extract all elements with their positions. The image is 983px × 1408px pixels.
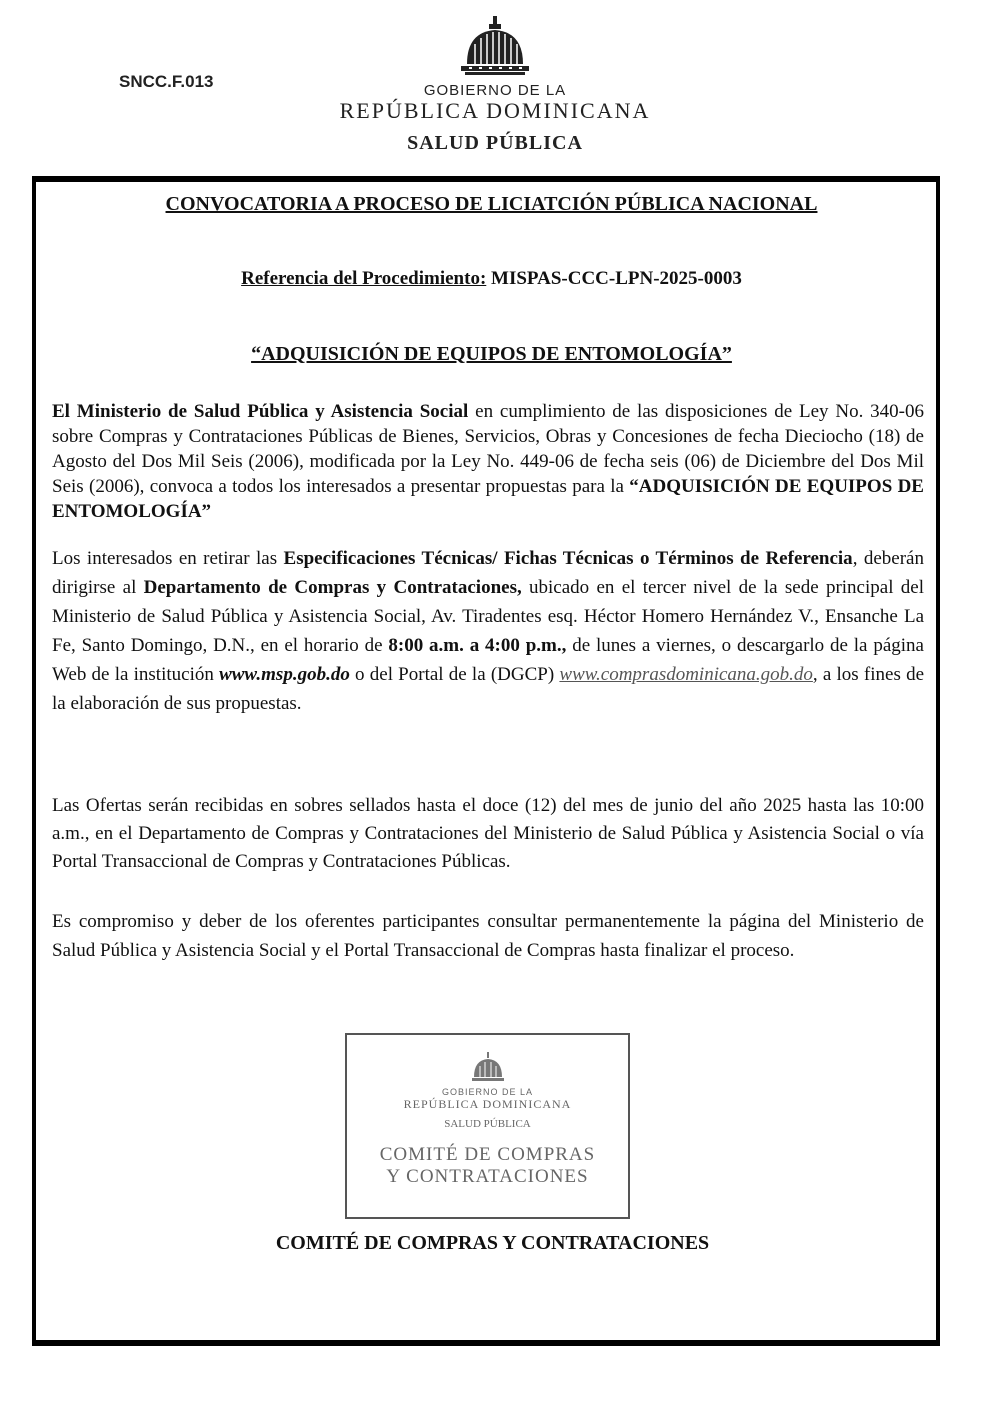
stamp-line-4: COMITÉ DE COMPRAS (379, 1144, 596, 1165)
intro-subject: “ADQUISICIÓN DE EQUIPOS DE ENTOMOLOGÍA” (52, 476, 924, 522)
form-code: SNCC.F.013 (119, 72, 214, 91)
paragraph-instructions (52, 544, 924, 718)
instructions-text-4: de lunes a viernes, o descargarlo de la página Web de la institución (52, 635, 924, 685)
committee-stamp (240, 1020, 745, 1260)
stamp-box (345, 1033, 630, 1219)
gov-line-2: REPÚBLICA DOMINICANA (339, 98, 651, 123)
ministry-name: El Ministerio de Salud Pública y Asistencia Social (52, 401, 469, 422)
gov-line-1: GOBIERNO DE LA (423, 82, 567, 99)
instructions-text-6: , a los fines de la elaboración de sus propuestas. (52, 664, 924, 714)
paragraph-obligation: Es compromiso y deber de los oferentes participantes consultar permanentemente la página del Ministerio de Salud Pública y Asistencia Social y el Portal Transaccional de Compras hasta finalizar el proceso. (52, 911, 924, 961)
instructions-text-5: o del Portal de la (DGCP) (349, 664, 560, 685)
instructions-text-2: , deberán dirigirse al (52, 548, 924, 598)
page-title: CONVOCATORIA A PROCESO DE LICIATCIÓN PÚBLICA NACIONAL (165, 193, 818, 215)
stamp-line-5: Y CONTRATACIONES (386, 1166, 589, 1187)
stamp-line-2: REPÚBLICA DOMINICANA (403, 1097, 572, 1111)
capitol-dome-icon (455, 14, 535, 82)
gov-line-3: SALUD PÚBLICA (407, 132, 583, 154)
stamp-dome-icon (468, 1051, 508, 1087)
stamp-line-3: SALUD PÚBLICA (444, 1118, 531, 1130)
instructions-hours: 8:00 a.m. a 4:00 p.m., (388, 635, 567, 656)
committee-caption: COMITÉ DE COMPRAS Y CONTRATACIONES (275, 1232, 710, 1254)
reference-label: Referencia del Procedimiento: (241, 268, 487, 289)
procedure-reference (0, 268, 983, 290)
paragraph-offers-deadline: Las Ofertas serán recibidas en sobres sellados hasta el doce (12) del mes de junio del año 2025 hasta las 10:00 a.m., en el Departamento de Compras y Contrataciones del Ministerio de Salud Pública y Asistencia Social o vía Portal Transaccional de Compras y Contrataciones Públicas. (52, 795, 924, 872)
instructions-text-3: ubicado en el tercer nivel de la sede principal del Ministerio de Salud Pública y Asistencia Social, Av. Tiradentes esq. Héctor Homero Hernández V., Ensanche La Fe, Santo Domingo, D.N., en el horario de (52, 577, 924, 656)
instructions-text-1: Los interesados en retirar las (52, 548, 284, 569)
dgcp-portal-link[interactable]: www.comprasdominicana.gob.do (559, 664, 813, 685)
ministry-website-link[interactable]: www.msp.gob.do (219, 664, 350, 685)
paragraph-intro (52, 399, 924, 524)
instructions-bold-2: Departamento de Compras y Contrataciones, (143, 577, 522, 598)
government-logo (320, 14, 670, 174)
stamp-line-1: GOBIERNO DE LA (441, 1087, 534, 1097)
intro-body: en cumplimiento de las disposiciones de Ley No. 340-06 sobre Compras y Contrataciones Públicas de Bienes, Servicios, Obras y Concesiones de fecha Dieciocho (18) de Agosto del Dos Mil Seis (2006), modificada por la Ley No. 449-06 de fecha seis (06) de Diciembre del Dos Mil Seis (2006), convoca a todos los interesados a presentar propuestas para la (52, 401, 925, 497)
subject-title: “ADQUISICIÓN DE EQUIPOS DE ENTOMOLOGÍA” (251, 343, 732, 365)
instructions-bold-1: Especificaciones Técnicas/ Fichas Técnicas o Términos de Referencia (283, 548, 853, 569)
stamp-committee-name (347, 1144, 628, 1188)
reference-code: MISPAS-CCC-LPN-2025-0003 (486, 268, 742, 289)
